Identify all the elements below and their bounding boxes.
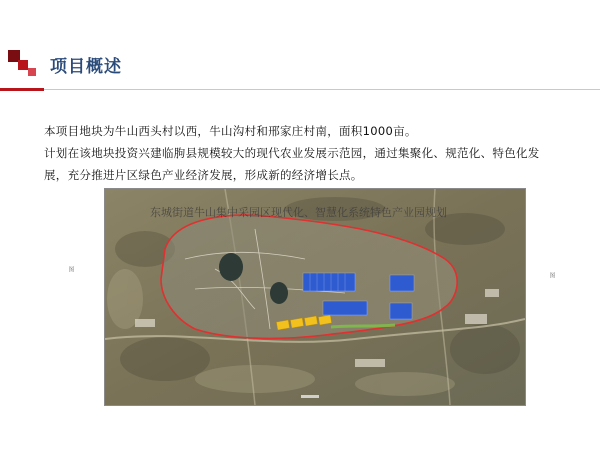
paragraph-plan-line-2: 展，充分推进片区绿色产业经济发展，形成新的经济增长点。 (44, 168, 363, 182)
page-title: 项目概述 (50, 57, 122, 77)
satellite-map-graphic (105, 189, 525, 405)
side-mark-right: 图 (548, 272, 555, 279)
map-caption: 东城街道牛山集中采园区现代化、智慧化系统特色产业园规划 (150, 206, 447, 219)
logo-square-light (28, 68, 36, 76)
paragraph-plan-line-1: 计划在该地块投资兴建临朐县规模较大的现代农业发展示范园，通过集聚化、规范化、特色化发 (44, 146, 540, 160)
header-divider-accent (0, 88, 44, 91)
logo-square-red (18, 60, 28, 70)
logo-mark (6, 44, 40, 78)
project-description (44, 120, 584, 186)
side-mark-left: 图 (67, 266, 74, 273)
header-divider (0, 89, 600, 90)
paragraph-location: 本项目地块为牛山西头村以西，牛山沟村和邢家庄村南，面积1000亩。 (44, 124, 417, 138)
site-plan-map (104, 188, 526, 406)
